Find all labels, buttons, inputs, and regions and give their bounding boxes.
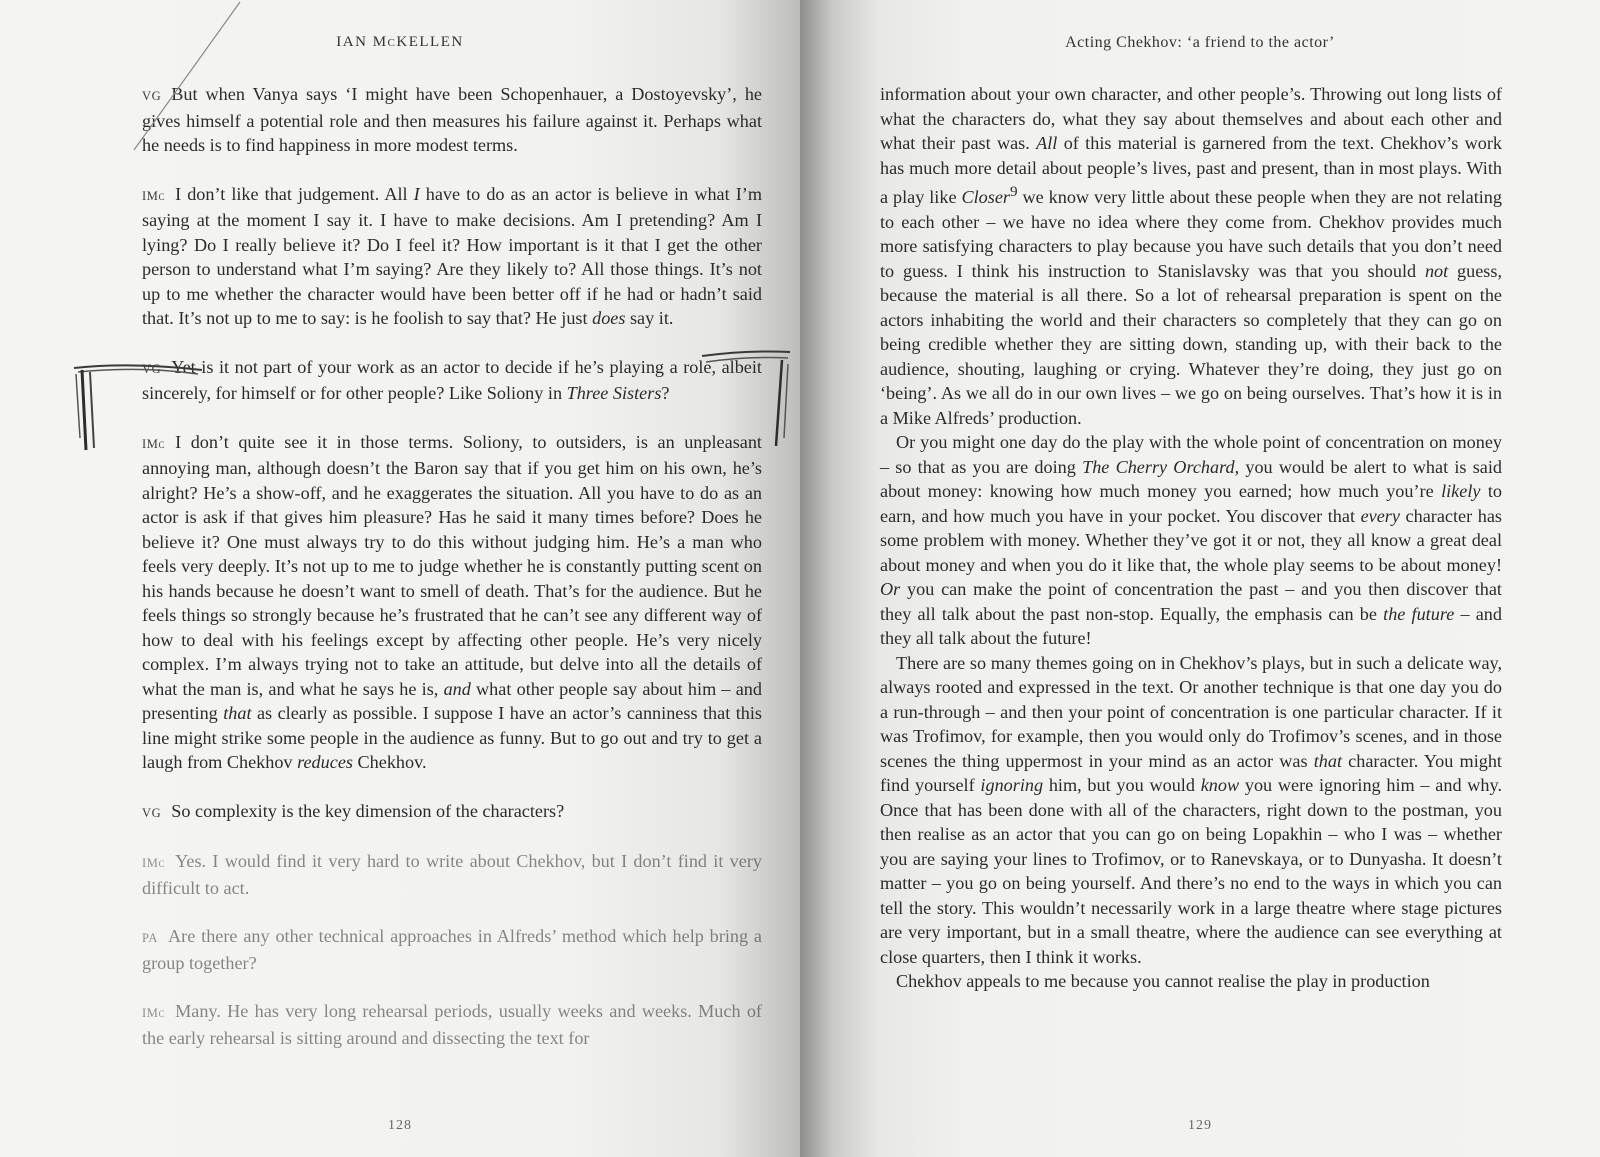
body-paragraph — [880, 82, 1502, 430]
body-paragraph — [880, 969, 1502, 994]
speaker-label: IMc — [142, 436, 166, 451]
text-run: guess, because the material is all there. So a lot of rehearsal preparation is spent on the actors inhabiting the world and their characters so completely that they can go on being credible whether they are sitting down, standing up, with their back to the audience, shouting, laughing or crying. Whatever they’re doing, they just go on ‘being’. As we all do in our own lives – we go on being ourselves. That’s how it is in a Mike Alfreds’ production. — [880, 260, 1502, 428]
italic-text: not — [1424, 260, 1449, 281]
text-run: character. You might find yourself — [880, 750, 1502, 796]
text-run: But when Vanya says ‘I might have been Schopenhauer, a Dostoyevsky’, he gives himself a potential role and then measures his failure against it. Perhaps what he needs is to find happiness in more modest terms. — [142, 84, 762, 155]
speaker-label: VG — [142, 361, 162, 376]
page-number-right: 129 — [1188, 1118, 1212, 1133]
text-run: as clearly as possible. I suppose I have an actor’s canniness that this line might strike some people in the audience as funny. But to go out and try to get a laugh from Chekhov — [142, 703, 762, 772]
text-run: you can make the point of concentration the past – and you then discover that they all talk about the past non-stop. Equally, the emphasis can be — [880, 579, 1502, 624]
italic-text: All — [1036, 133, 1058, 153]
text-run: him, but you would — [1043, 775, 1201, 796]
italic-text: Three Sisters — [566, 383, 662, 403]
dialogue-paragraph — [142, 355, 762, 406]
speaker-label: VG — [142, 805, 162, 820]
italic-text: I — [413, 183, 420, 204]
italic-text: every — [1360, 505, 1400, 526]
text-run: Many. He has very long rehearsal periods, usually weeks and weeks. Much of the early rehearsal is sitting around and dissecting the text for — [142, 1001, 762, 1048]
text-run: character has some problem with money. Whether they’ve got it or not, they all know a great deal about money and when you do it like that, the whole play seems to be about money! — [880, 505, 1502, 575]
text-run: , you would be alert to what is said about money: knowing how much money you earned; how much you’re — [880, 456, 1502, 502]
italic-text: and — [443, 678, 471, 699]
running-head-right: Acting Chekhov: ‘a friend to the actor’ — [1065, 34, 1335, 51]
dialogue-paragraph — [142, 849, 762, 900]
text-run: Chekhov. — [352, 752, 427, 772]
speaker-label: VG — [142, 89, 162, 103]
italic-text: reduces — [297, 752, 353, 772]
text-run: information about your own character, and other people’s. Throwing out long lists of what the characters do, what they say about themselves and about each other and what their past was. — [880, 84, 1502, 153]
dialogue-paragraph — [142, 999, 762, 1050]
italic-text: ignoring — [980, 775, 1044, 796]
dialogue-paragraph — [142, 924, 762, 975]
page-number-left: 128 — [388, 1118, 412, 1133]
text-run: – and they all talk about the future! — [880, 603, 1502, 649]
body-paragraph — [880, 430, 1502, 651]
speaker-label: IMc — [142, 188, 166, 203]
text-run: So complexity is the key dimension of the characters? — [171, 800, 565, 821]
italic-text: know — [1200, 775, 1240, 796]
dialogue-paragraph — [142, 82, 762, 158]
italic-text: Or — [880, 579, 901, 600]
speaker-label: IMc — [142, 1006, 166, 1020]
text-run: There are so many themes going on in Chekhov’s plays, but in such a delicate way, always rooted and expressed in the text. Or another technique is that one day you do a run-through – and then your point of concentration is one particular character. If it was Trofimov, for example, then you would only do Trofimov’s scenes, and in those scenes the thing uppermost in your mind as an actor was — [880, 652, 1502, 771]
speaker-label: IMc — [142, 856, 166, 870]
italic-text: Closer — [961, 187, 1010, 208]
running-head-left: IAN McKELLEN — [336, 34, 464, 50]
right-page-text — [880, 82, 1502, 994]
footnote-marker: 9 — [1009, 183, 1018, 200]
speaker-label: PA — [142, 931, 159, 945]
italic-text: does — [592, 308, 626, 328]
text-run: you were ignoring him – and why. Once that has been done with all of the characters, right down to the postman, you then realise as an actor that you can go on being Lopakhin – who I was – whether you are saying your lines to Trofimov, or to Ranevskaya, or to Dunyasha. It doesn’t matter – you go on being yourself. And there’s no end to the ways in which you can tell the story. This wouldn’t necessarily work in a large theatre where stage pictures are very important, but in a small theatre, where the audience can see everything at close quarters, then I think it works. — [880, 775, 1502, 967]
italic-text: the future — [1383, 603, 1455, 624]
text-run: have to do as an actor is believe in what I’m saying at the moment I say it. I have to make decisions. Am I pretending? Am I lying? Do I really believe it? Do I feel it? How important is it that I get the other person to understand what I’m saying? Are they likely to? All those things. It’s not up to me whether the character would have been better off if he had or hadn’t said that. It’s not up to me to say: is he foolish to say that? He just — [142, 183, 762, 328]
text-run: say it. — [625, 308, 674, 328]
text-run: I don’t quite see it in those terms. Soliony, to outsiders, is an unpleasant annoying man, although doesn’t the Baron say that if you get him on his own, he’s alright? He’s a show-off, and he exaggerates the situation. All you have to do as an actor is ask if that gives him pleasure? Has he said it many times before? Does he believe it? One must always try to do this without judging him. He’s a man who feels very deeply. It’s not up to me to judge whether he is constantly putting scent on his hands because he doesn’t want to smell of death. That’s for the audience. But he feels things so strongly because he’s frustrated that he can’t see any different way of how to deal with his feelings except by affecting other people. He’s very nicely complex. I’m always trying not to take an attitude, but delve into all the details of what the man is, and what he says he is, — [142, 431, 762, 699]
italic-text: that — [1313, 750, 1342, 771]
italic-text: The Cherry Orchard — [1082, 456, 1235, 477]
text-run: Yes. I would find it very hard to write about Chekhov, but I don’t find it very difficult to act. — [142, 851, 762, 898]
text-run: Are there any other technical approaches in Alfreds’ method which help bring a group together? — [142, 926, 762, 973]
italic-text: that — [223, 703, 252, 723]
dialogue-paragraph — [142, 799, 762, 826]
text-run: to earn, and how much you have in your pocket. You discover that — [880, 481, 1502, 526]
left-page-text — [142, 82, 762, 1074]
text-run: what other people say about him – and presenting — [142, 678, 762, 723]
text-run: of this material is garnered from the text. Chekhov’s work has much more detail about people’s lives, past and present, than in most plays. With a play like — [880, 133, 1502, 208]
text-run: Yet is it not part of your work as an actor to decide if he’s playing a role, albeit sincerely, for himself or for other people? Like Soliony in — [142, 356, 762, 403]
body-paragraph — [880, 651, 1502, 970]
dialogue-paragraph — [142, 182, 762, 331]
text-run: Or you might one day do the play with the whole point of concentration on money – so that as you are doing — [880, 432, 1502, 477]
italic-text: likely — [1441, 481, 1481, 502]
text-run: ? — [661, 383, 670, 403]
text-run: we know very little about these people when they are not relating to each other – we have no idea where they come from. Chekhov provides much more satisfying characters to play because you have such details that you don’t need to guess. I think his instruction to Stanislavsky was that you should — [880, 187, 1502, 281]
text-run: I don’t like that judgement. All — [175, 183, 414, 204]
text-run: Chekhov appeals to me because you cannot realise the play in production — [896, 971, 1430, 992]
dialogue-paragraph — [142, 430, 762, 775]
